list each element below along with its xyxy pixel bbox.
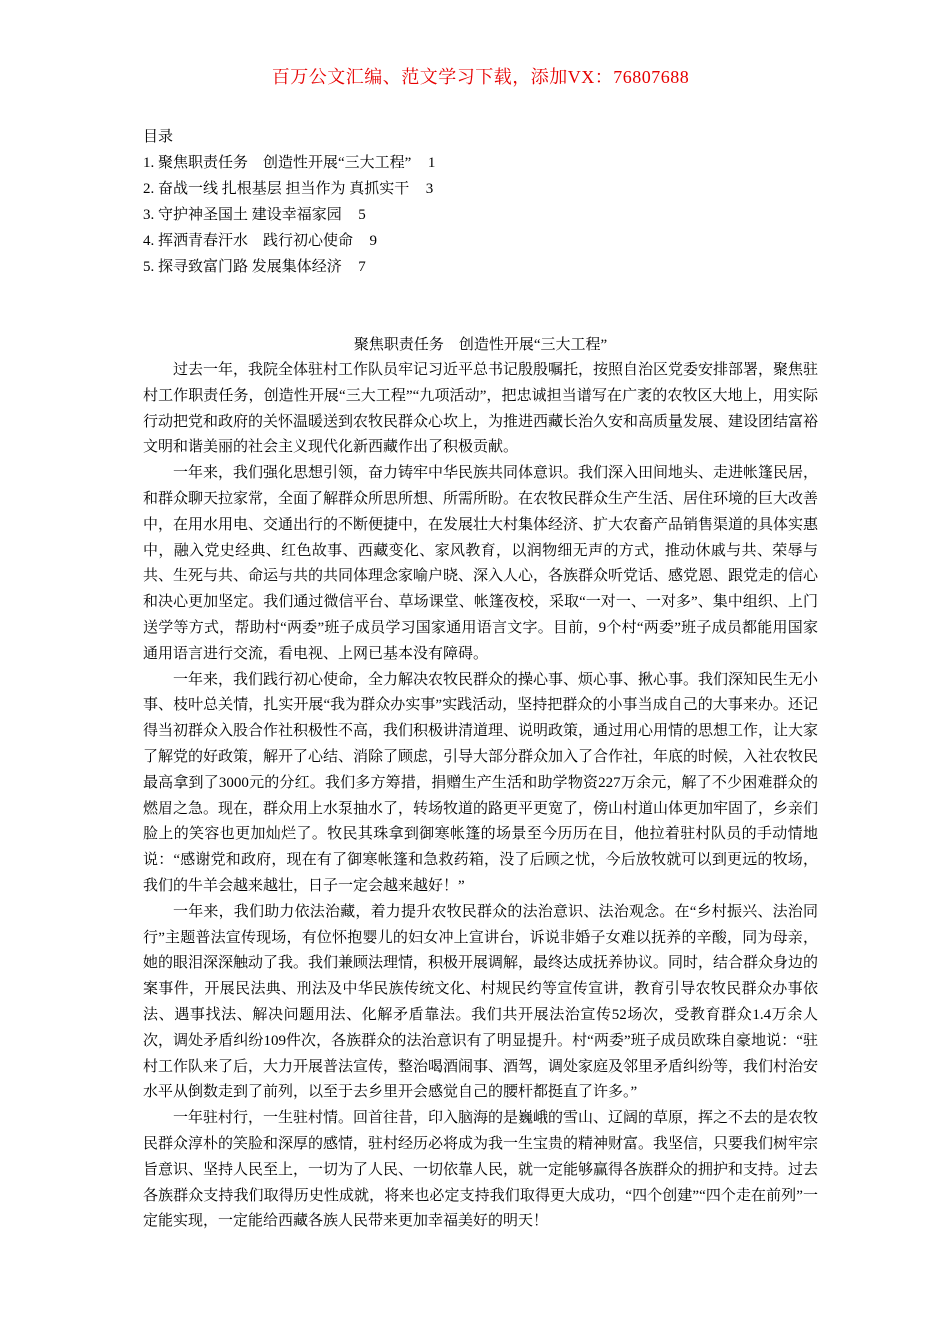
toc-item [143,202,818,228]
paragraph: 一年驻村行，一生驻村情。回首往昔，印入脑海的是巍峨的雪山、辽阔的草原，挥之不去的是农牧民群众淳朴的笑脸和深厚的感情，驻村经历必将成为我一生宝贵的精神财富。我坚信，只要我们树牢宗旨意识、坚持人民至上，一切为了人民、一切依靠人民，就一定能够赢得各族群众的拥护和支持。过去各族群众支持我们取得历史性成就，将来也必定支持我们取得更大成功，“四个创建”“四个走在前列”一定能实现，一定能给西藏各族人民带来更加幸福美好的明天！ [143,1110,819,1230]
toc-page-number: 5 [358,207,366,223]
paragraph: 一年来，我们践行初心使命，全力解决农牧民群众的操心事、烦心事、揪心事。我们深知民生无小事、枝叶总关情，扎实开展“我为群众办实事”实践活动，坚持把群众的小事当成自己的大事来办。还记得当初群众入股合作社积极性不高，我们积极讲清道理、说明政策，通过用心用情的思想工作，让大家了解党的好政策，解开了心结、消除了顾虑，引导大部分群众加入了合作社，年底的时候，入社农牧民最高拿到了3000元的分红。我们多方筹措，捐赠生产生活和助学物资227万余元，解了不少困难群众的燃眉之急。现在，群众用上水泵抽水了，转场牧道的路更平更宽了，傍山村道山体更加牢固了，乡亲们脸上的笑容也更加灿烂了。牧民其珠拿到御寒帐篷的场景至今历历在目，他拉着驻村队员的手动情地说：“感谢党和政府，现在有了御寒帐篷和急救药箱，没了后顾之忧，今后放牧就可以到更远的牧场，我们的牛羊会越来越壮，日子一定会越来越好！” [143,671,819,894]
toc-item [143,176,818,202]
toc-item-text: 4. 挥洒青春汗水 践行初心使命 [143,233,354,249]
toc-item-text: 3. 守护神圣国土 建设幸福家园 [143,207,342,223]
toc-item [143,228,818,254]
toc-page-number: 9 [369,233,378,249]
paragraph: 一年来，我们强化思想引领，奋力铸牢中华民族共同体意识。我们深入田间地头、走进帐篷民居，和群众聊天拉家常，全面了解群众所思所想、所需所盼。在农牧民群众生产生活、居住环境的巨大改善中，在用水用电、交通出行的不断便捷中，在发展壮大村集体经济、扩大农畜产品销售渠道的具体实惠中，融入党史经典、红色故事、西藏变化、家风教育，以润物细无声的方式，推动休戚与共、荣辱与共、生死与共、命运与共的共同体理念家喻户晓、深入人心，各族群众听党话、感党恩、跟党走的信心和决心更加坚定。我们通过微信平台、草场课堂、帐篷夜校，采取“一对一、一对多”、集中组织、上门送学等方式，帮助村“两委”班子成员学习国家通用语言文字。目前，9个村“两委”班子成员都能用国家通用语言进行交流，看电视、上网已基本没有障碍。 [143,465,819,662]
paragraph: 一年来，我们助力依法治藏，着力提升农牧民群众的法治意识、法治观念。在“乡村振兴、法治同行”主题普法宣传现场，有位怀抱婴儿的妇女冲上宣讲台，诉说非婚子女难以抚养的辛酸，同为母亲，她的眼泪深深触动了我。我们兼顾法理情，积极开展调解，最终达成抚养协议。同时，结合群众身边的案事件，开展民法典、刑法及中华民族传统文化、村规民约等宣传宣讲，教育引导农牧民群众办事依法、遇事找法、解决问题用法、化解矛盾靠法。我们共开展法治宣传52场次，受教育群众1.4万余人次，调处矛盾纠纷109件次，各族群众的法治意识有了明显提升。村“两委”班子成员欧珠自豪地说：“驻村工作队来了后，大力开展普法宣传，整治喝酒闹事、酒驾，调处家庭及邻里矛盾纠纷等，我们村治安水平从倒数走到了前列，以至于去乡里开会感觉自己的腰杆都挺直了许多。” [143,903,819,1101]
toc-item-text: 2. 奋战一线 扎根基层 担当作为 真抓实干 [143,181,410,197]
toc-page-number: 7 [358,259,366,275]
toc-page-number: 1 [427,155,436,171]
toc-heading: 目录 [143,129,174,145]
article-body [143,358,818,1235]
paragraph: 过去一年，我院全体驻村工作队员牢记习近平总书记殷殷嘱托，按照自治区党委安排部署，聚焦驻村工作职责任务，创造性开展“三大工程”“九项活动”，把忠诚担当谱写在广袤的农牧区大地上，用实际行动把党和政府的关怀温暖送到农牧民群众心坎上，为推进西藏长治久安和高质量发展、建设团结富裕文明和谐美丽的社会主义现代化新西藏作出了积极贡献。 [143,362,819,456]
toc-item-text: 1. 聚焦职责任务 创造性开展“三大工程” [143,155,412,171]
promo-banner-text: 百万公文汇编、范文学习下载，添加VX：76807688 [271,67,690,87]
article-title: 聚焦职责任务 创造性开展“三大工程” [353,337,608,353]
toc-item-text: 5. 探寻致富门路 发展集体经济 [143,259,342,275]
toc-item [143,150,818,176]
toc-item [143,254,818,280]
table-of-contents [143,124,818,280]
toc-page-number: 3 [425,181,434,197]
